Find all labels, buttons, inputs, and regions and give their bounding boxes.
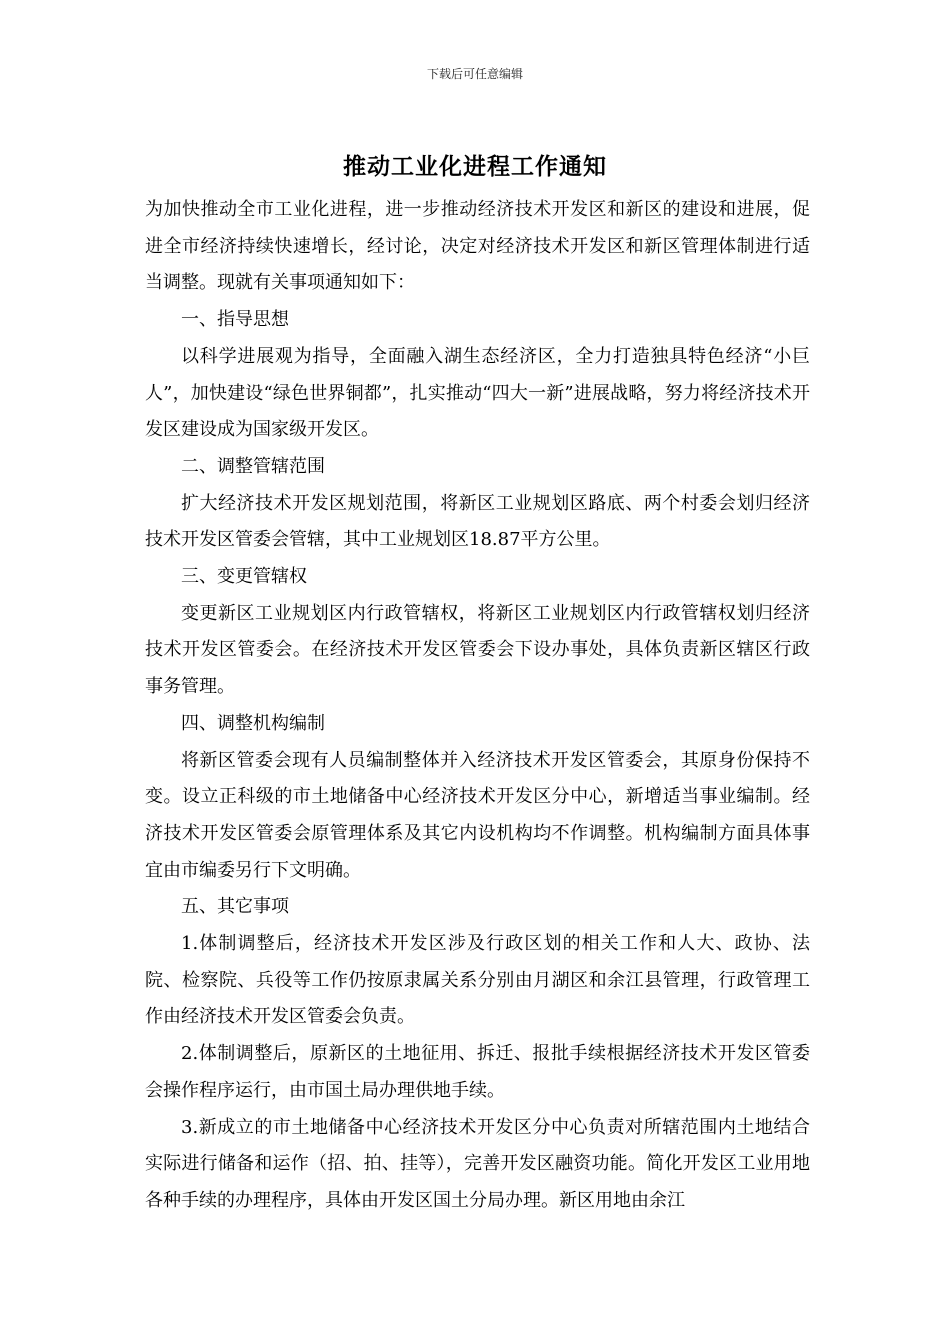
paragraph-other-item-3: 3.新成立的市土地储备中心经济技术开发区分中心负责对所辖范围内土地结合实际进行储备和运作（招、拍、挂等），完善开发区融资功能。简化开发区工业用地各种手续的办理程序，具体由开发区国土分局办理。新区用地由余江 [145, 1116, 810, 1211]
document-body [145, 192, 810, 1220]
section-heading-guiding-thought: 一、指导思想 [181, 309, 289, 331]
section-heading-jurisdiction-scope: 二、调整管辖范围 [181, 455, 325, 477]
paragraph-guiding-thought: 以科学进展观为指导，全面融入湖生态经济区，全力打造独具特色经济“小巨人”，加快建设“绿色世界铜都”，扎实推动“四大一新”进展战略，努力将经济技术开发区建设成为国家级开发区。 [145, 345, 810, 441]
section-heading-organization: 四、调整机构编制 [181, 712, 325, 734]
section-heading-jurisdiction-change: 三、变更管辖权 [181, 566, 307, 588]
header-note: 下载后可任意编辑 [426, 67, 523, 81]
paragraph-organization: 将新区管委会现有人员编制整体并入经济技术开发区管委会，其原身份保持不变。设立正科级的市土地储备中心经济技术开发区分中心，新增适当事业编制。经济技术开发区管委会原管理体系及其它内设机构均不作调整。机构编制方面具体事宜由市编委另行下文明确。 [145, 749, 810, 881]
paragraph-jurisdiction-change: 变更新区工业规划区内行政管辖权，将新区工业规划区内行政管辖权划归经济技术开发区管委会。在经济技术开发区管委会下设办事处，具体负责新区辖区行政事务管理。 [145, 602, 810, 698]
paragraph-other-item-1: 1.体制调整后，经济技术开发区涉及行政区划的相关工作和人大、政协、法院、检察院、兵役等工作仍按原隶属关系分别由月湖区和余江县管理，行政管理工作由经济技术开发区管委会负责。 [145, 933, 810, 1028]
paragraph-jurisdiction-scope: 扩大经济技术开发区规划范围，将新区工业规划区路底、两个村委会划归经济技术开发区管委会管辖，其中工业规划区18.87平方公里。 [145, 492, 810, 551]
paragraph-other-item-2: 2.体制调整后，原新区的土地征用、拆迁、报批手续根据经济技术开发区管委会操作程序运行，由市国土局办理供地手续。 [145, 1043, 810, 1101]
section-heading-other-matters: 五、其它事项 [181, 896, 289, 918]
document-title: 推动工业化进程工作通知 [343, 153, 607, 180]
intro-paragraph: 为加快推动全市工业化进程，进一步推动经济技术开发区和新区的建设和进展，促进全市经济持续快速增长，经讨论，决定对经济技术开发区和新区管理体制进行适当调整。现就有关事项通知如下： [145, 199, 810, 294]
